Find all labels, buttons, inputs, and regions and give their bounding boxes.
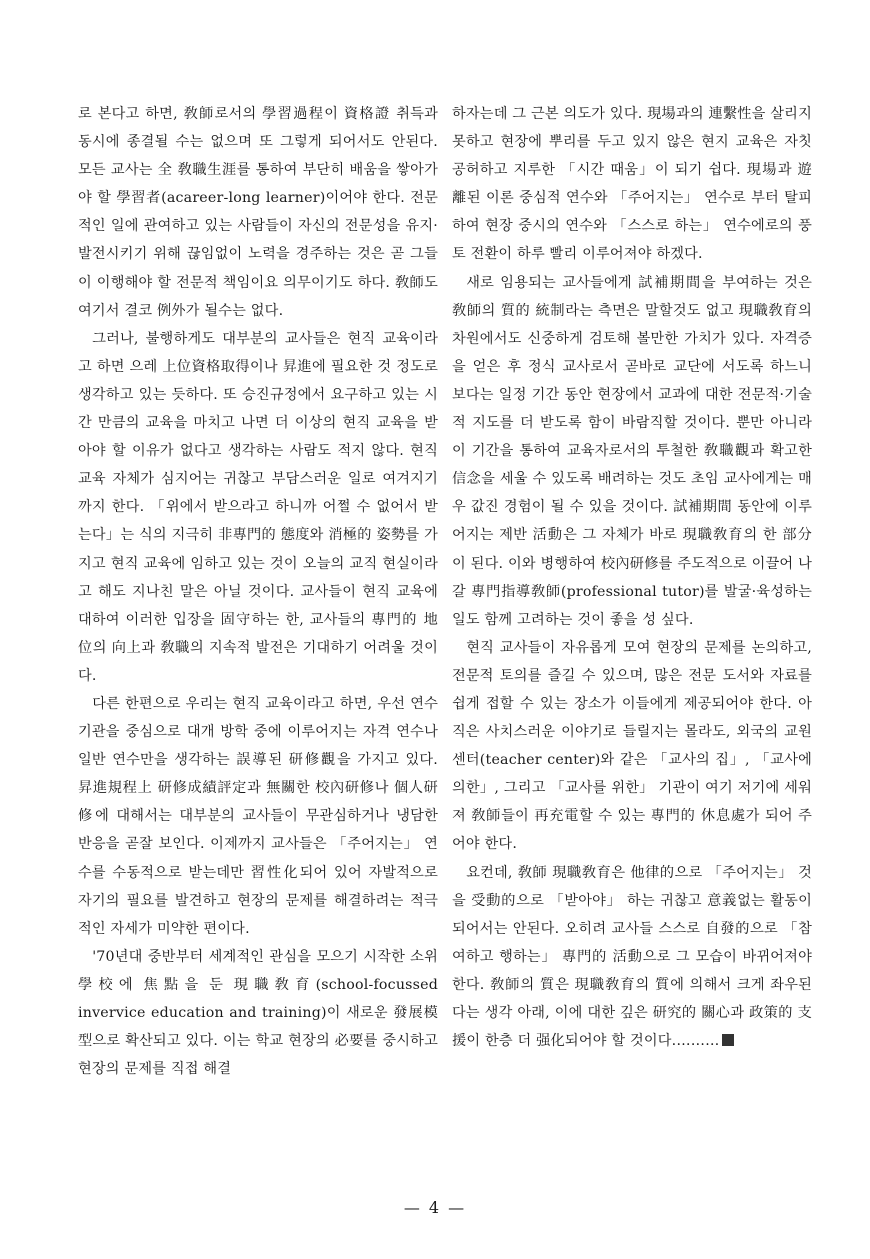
- left-paragraph-3: 다른 한편으로 우리는 현직 교육이라고 하면, 우선 연수 기관을 중심으로 대개 방학 중에 이루어지는 자격 연수나 일반 연수만을 생각하는 誤導된 研修觀을 가지고 있다. 昇進規程上 研修成績評定과 無關한 校內研修나 個人研修에 대해서는 대부분의 교사들이 무관심하거나 냉담한 반응을 곧잘 보인다. 이제까지 교사들은 「주어지는」 연수를 수동적으로 받는데만 習性化되어 있어 자발적으로 자기의 필요를 발견하고 현장의 문제를 해결하려는 적극적인 자세가 미약한 편이다.: [78, 695, 438, 937]
- right-paragraph-2: 새로 임용되는 교사들에게 試補期間을 부여하는 것은 敎師의 質的 統制라는 측면은 말할것도 없고 現職敎育의 차원에서도 신중하게 검토해 볼만한 가치가 있다. 자격증을 얻은 후 정식 교사로서 곧바로 교단에 서도록 하느니 보다는 일정 기간 동안 현장에서 교과에 대한 전문적·기술적 지도를 더 받도록 함이 바람직할 것이다. 뿐만 아니라 이 기간을 통하여 교육자로서의 투철한 敎職觀과 확고한 信念을 세울 수 있도록 배려하는 것도 초임 교사에게는 매우 값진 경험이 될 수 있을 것이다. 試補期間 동안에 이루어지는 제반 活動은 그 자체가 바로 現職敎育의 한 部分이 된다. 이와 병행하여 校內研修를 주도적으로 이끌어 나갈 專門指導敎師(professional tutor)를 발굴·육성하는 일도 함께 고려하는 것이 좋을 성 싶다.: [452, 274, 812, 628]
- left-paragraph-1: 로 본다고 하면, 敎師로서의 學習過程이 資格證 취득과 동시에 종결될 수는 없으며 또 그렇게 되어서도 안된다. 모든 교사는 全 敎職生涯를 통하여 부단히 배움을 쌓아가야 할 學習者(acareer-long learner)이어야 한다. 전문적인 일에 관여하고 있는 사람들이 자신의 전문성을 유지·발전시키기 위해 끊임없이 노력을 경주하는 것은 곧 그들이 이행해야 할 전문적 책임이요 의무이기도 하다. 敎師도 여기서 결코 例外가 될수는 없다.: [78, 106, 438, 319]
- page-number: — 4 —: [403, 1198, 467, 1217]
- right-column: [452, 100, 812, 1055]
- right-paragraph-1: 하자는데 그 근본 의도가 있다. 現場과의 連繫性을 살리지 못하고 현장에 뿌리를 두고 있지 않은 현지 교육은 자칫 공허하고 지루한 「시간 때움」이 되기 쉽다. 現場과 遊離된 이론 중심적 연수와 「주어지는」 연수로 부터 탈피하여 현장 중시의 연수와 「스스로 하는」 연수에로의 풍토 전환이 하루 빨리 이루어져야 하겠다.: [452, 106, 812, 263]
- right-paragraph-3: 현직 교사들이 자유롭게 모여 현장의 문제를 논의하고, 전문적 토의를 즐길 수 있으며, 많은 전문 도서와 자료를 쉽게 접할 수 있는 장소가 이들에게 제공되어야 한다. 아직은 사치스러운 이야기로 들릴지는 몰라도, 외국의 교원센터(teacher center)와 같은 「교사의 집」, 「교사에 의한」, 그리고 「교사를 위한」 기관이 여기 저기에 세워져 敎師들이 再充電할 수 있는 專門的 休息處가 되어 주어야 한다.: [452, 639, 812, 853]
- left-paragraph-4: '70년대 중반부터 세계적인 관심을 모으기 시작한 소위 學校에 焦點을 둔 現職敎育(school-focussed invervice education and training)이 새로운 發展模型으로 확산되고 있다. 이는 학교 현장의 必要를 중시하고 현장의 문제를 직접 해결: [78, 948, 438, 1078]
- left-paragraph-2: 그러나, 불행하게도 대부분의 교사들은 현직 교육이라고 하면 으레 上位資格取得이나 昇進에 필요한 것 정도로 생각하고 있는 듯하다. 또 승진규정에서 요구하고 있는 시간 만큼의 교육을 마치고 나면 더 이상의 현직 교육을 받아야 할 이유가 없다고 생각하는 사람도 적지 않다. 현직 교육 자체가 심지어는 귀찮고 부담스러운 일로 여겨지기까지 한다. 「위에서 받으라고 하니까 어쩔 수 없어서 받는다」는 식의 지극히 非專門的 態度와 消極的 姿勢를 가지고 현직 교육에 임하고 있는 것이 오늘의 교직 현실이라고 해도 지나친 말은 아닐 것이다. 교사들이 현직 교육에 대하여 이러한 입장을 固守하는 한, 교사들의 專門的 地位의 向上과 敎職의 지속적 발전은 기대하기 어려울 것이다.: [78, 330, 438, 684]
- end-mark-icon: [722, 1034, 734, 1046]
- right-paragraph-4: [452, 859, 812, 1056]
- right-paragraph-4-text: 요컨데, 敎師 現職敎育은 他律的으로 「주어지는」 것을 受動的으로 「받아야」 하는 귀찮고 意義없는 활동이 되어서는 안된다. 오히려 교사들 스스로 自發的으로 「참여하고 행하는」 專門的 活動으로 그 모습이 바뀌어져야 한다. 敎師의 質은 現職敎育의 質에 의해서 크게 좌우된다는 생각 아래, 이에 대한 깊은 研究的 關心과 政策的 支援이 한층 더 强化되어야 할 것이다.………: [452, 864, 812, 1050]
- left-column: [78, 100, 438, 1083]
